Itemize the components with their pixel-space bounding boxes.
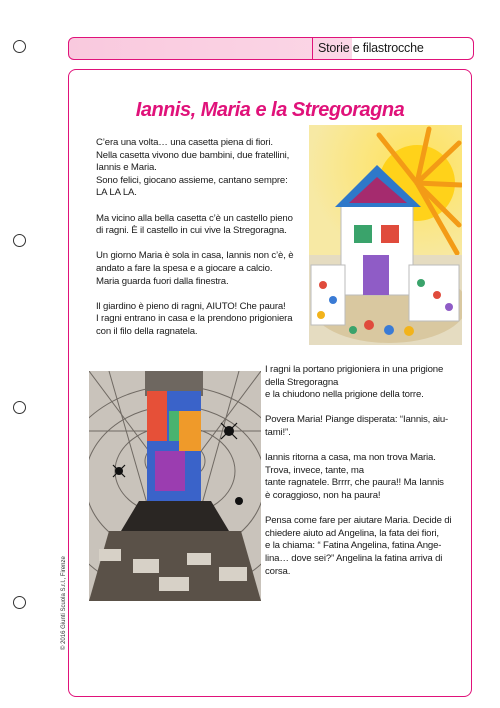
story-line: andato a fare la spesa e a giocare a calcio. bbox=[96, 262, 273, 274]
header-separator bbox=[312, 38, 313, 59]
story-line: con il filo della ragnatela. bbox=[96, 325, 198, 337]
story-line: e la chiudono nella prigione della torre. bbox=[265, 389, 424, 401]
story-paragraph bbox=[96, 250, 296, 288]
binder-hole-1 bbox=[13, 40, 26, 53]
story-paragraph bbox=[96, 137, 296, 200]
story-line: Sono felici, giocano assieme, cantano sempre: bbox=[96, 174, 288, 186]
story-line: Iannis ritorna a casa, ma non trova Maria. bbox=[265, 452, 436, 464]
story-paragraph bbox=[265, 414, 470, 439]
story-line: Ma vicino alla bella casetta c’è un castello pieno bbox=[96, 212, 293, 224]
story-line: Iannis e Maria. bbox=[96, 162, 157, 174]
story-line: lina… dove sei?” Angelina la fatina arriva di bbox=[265, 552, 443, 564]
story-line: I ragni entrano in casa e la prendono prigioniera bbox=[96, 313, 293, 325]
story-line: C’era una volta… una casetta piena di fiori. bbox=[96, 137, 273, 148]
story-line: è coraggioso, non ha paura! bbox=[265, 489, 381, 501]
story-paragraph bbox=[96, 301, 296, 339]
binder-hole-4 bbox=[13, 596, 26, 609]
story-line: chiedere aiuto ad Angelina, la fata dei fiori, bbox=[265, 527, 439, 539]
tower-craft-photo bbox=[89, 371, 261, 601]
story-paragraph bbox=[96, 213, 296, 238]
house-craft-photo bbox=[309, 125, 462, 345]
story-line: Un giorno Maria è sola in casa, Iannis non c’è, è bbox=[96, 250, 294, 262]
section-label: Storie e filastrocche bbox=[318, 41, 424, 55]
story-paragraph bbox=[265, 452, 470, 502]
story-line: tante ragnatele. Brrrr, che paura!! Ma Iannis bbox=[265, 477, 444, 489]
story-line: LA LA LA. bbox=[96, 187, 137, 199]
story-line: I ragni la portano prigioniera in una prigione bbox=[265, 364, 444, 375]
story-line: di ragni. È il castello in cui vive la Stregoragna. bbox=[96, 225, 287, 237]
story-line: Nella casetta vivono due bambini, due fratellini, bbox=[96, 149, 290, 161]
story-line: Maria guarda fuori dalla finestra. bbox=[96, 275, 229, 287]
story-text-bottom bbox=[265, 364, 470, 578]
binder-hole-2 bbox=[13, 234, 26, 247]
story-text-top bbox=[96, 137, 296, 339]
story-line: tami!”. bbox=[265, 426, 291, 438]
copyright-notice: © 2016 Giunti Scuola S.r.l., Firenze bbox=[61, 556, 67, 650]
story-line: della Stregoragna bbox=[265, 376, 339, 388]
page-title: Iannis, Maria e la Stregoragna bbox=[135, 99, 405, 121]
story-line: Il giardino è pieno di ragni, AIUTO! Che paura! bbox=[96, 300, 286, 312]
story-paragraph bbox=[265, 364, 470, 402]
story-line: Povera Maria! Piange disperata: “Iannis, aiu- bbox=[265, 414, 449, 426]
story-paragraph bbox=[265, 515, 470, 578]
story-line: Pensa come fare per aiutare Maria. Decide di bbox=[265, 515, 452, 527]
story-line: corsa. bbox=[265, 565, 291, 577]
spider-web-tower-craft-image bbox=[89, 371, 261, 601]
binder-hole-3 bbox=[13, 401, 26, 414]
story-line: Trova, invece, tante, ma bbox=[265, 464, 364, 476]
paper-house-craft-image bbox=[309, 125, 462, 345]
story-line: e la chiama: “ Fatina Angelina, fatina Ange- bbox=[265, 540, 442, 552]
